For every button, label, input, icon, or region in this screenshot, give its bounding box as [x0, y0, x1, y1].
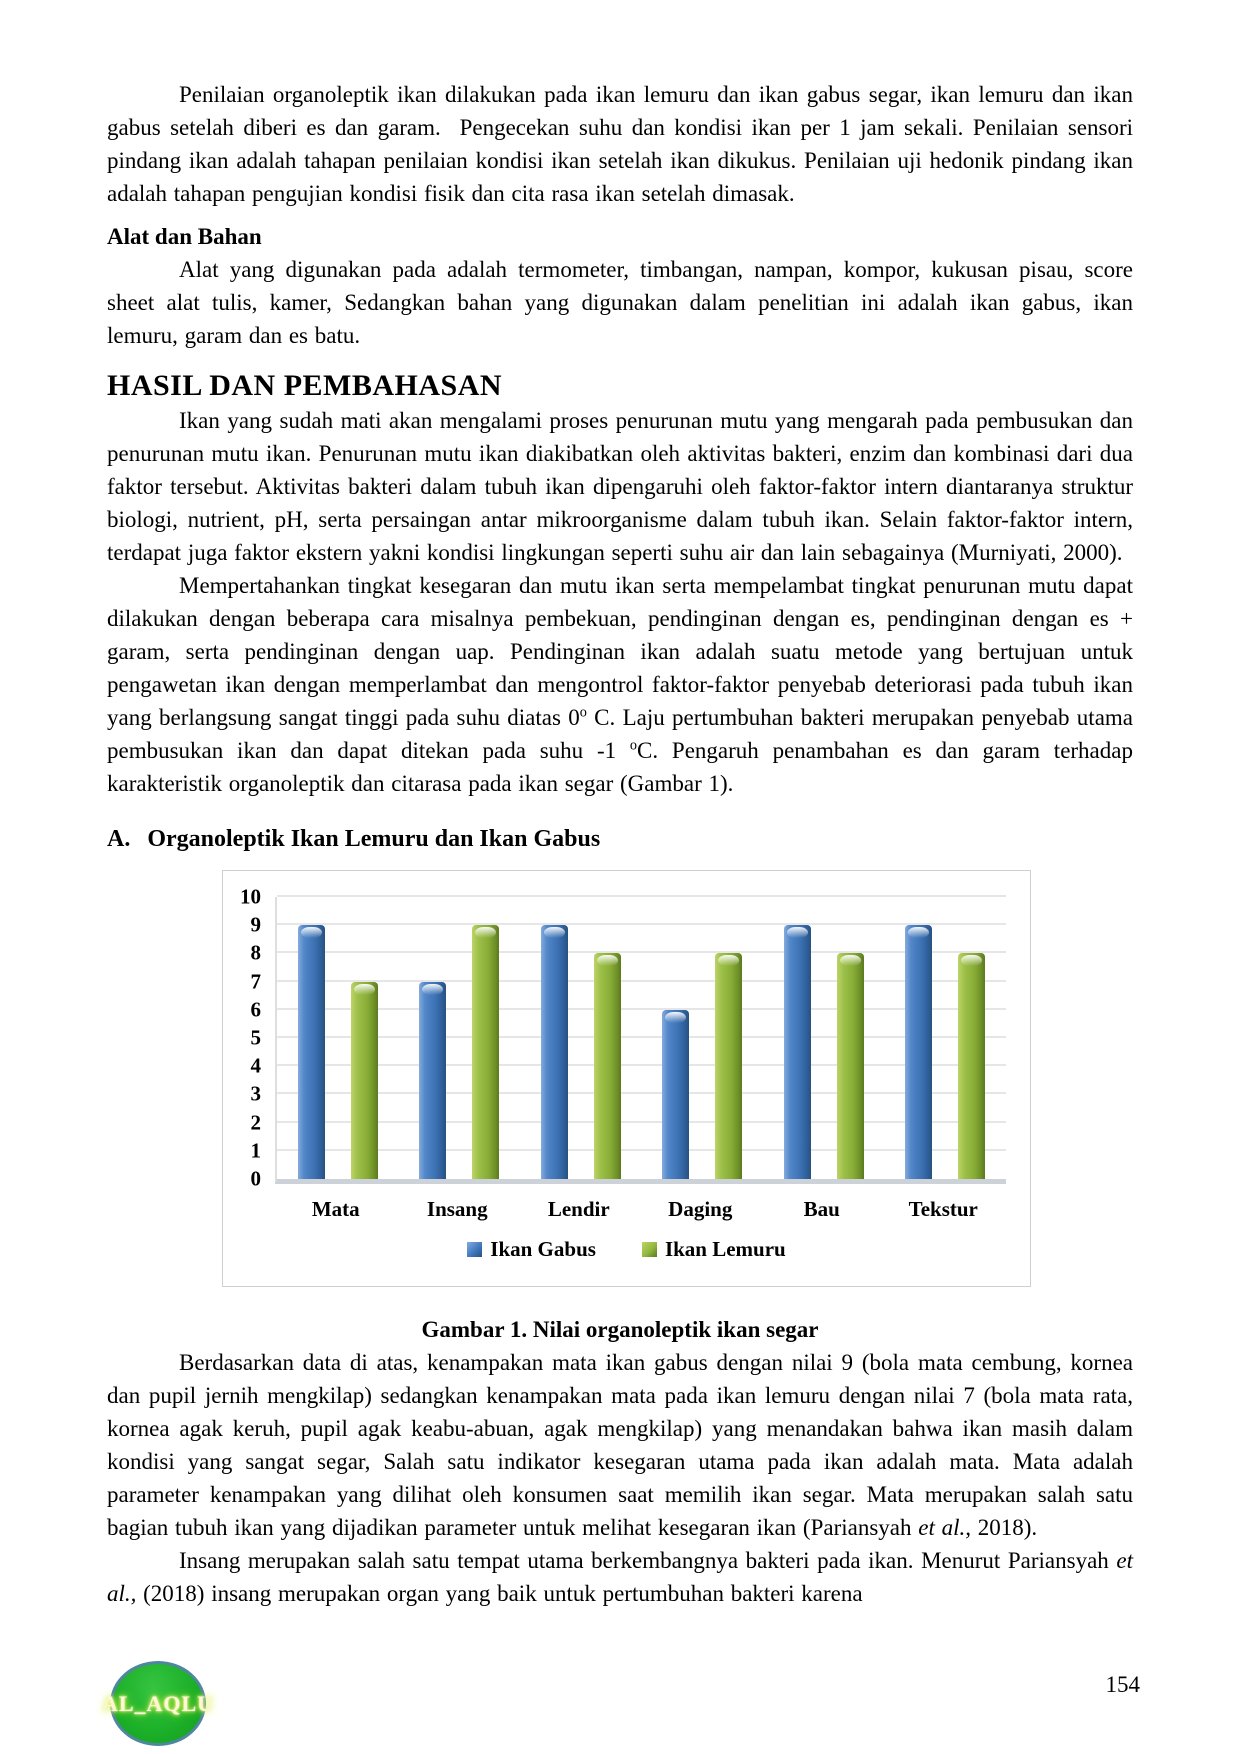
bar-chart: [222, 870, 1031, 1287]
y-tick-label-8: 8: [250, 940, 261, 965]
bar-ikan-lemuru-daging: [715, 953, 742, 1179]
section-heading-hasil-dan-pembahasan: HASIL DAN PEMBAHASAN: [107, 369, 503, 402]
legend-item-ikan-lemuru: [642, 1237, 786, 1262]
bar-group-insang: [399, 897, 521, 1179]
bar-ikan-lemuru-lendir: [594, 953, 621, 1179]
legend-swatch-ikan-lemuru: [642, 1242, 657, 1257]
y-tick-label-1: 1: [250, 1138, 261, 1163]
bar-ikan-gabus-lendir: [541, 925, 568, 1179]
paragraph-discussion-1: Berdasarkan data di atas, kenampakan mata ikan gabus dengan nilai 9 (bola mata cembung, kornea dan pupil jernih mengkilap) sedangkan kenampakan mata pada ikan lemuru dengan nilai 7 (bola mata rata, kornea agak keruh, pupil agak keabu-abuan, agak mengkilap) yang menandakan bahwa ikan masih dalam kondisi yang sangat segar, Salah satu indikator kesegaran utama pada ikan adalah mata. Mata adalah parameter kenampakan yang dilihat oleh konsumen saat memilih ikan segar. Mata merupakan salah satu bagian tubuh ikan yang dijadikan parameter untuk melihat kesegaran ikan (Pariansyah et al., 2018).: [107, 1350, 1133, 1540]
paragraph-hasil-1: Ikan yang sudah mati akan mengalami proses penurunan mutu yang mengarah pada pembusukan dan penurunan mutu ikan. Penurunan mutu ikan diakibatkan oleh aktivitas bakteri, enzim dan kombinasi dari dua faktor tersebut. Aktivitas bakteri dalam tubuh ikan dipengaruhi oleh faktor-faktor intern diantaranya struktur biologi, nutrient, pH, serta persaingan antar mikroorganisme dalam tubuh ikan. Selain faktor-faktor intern, terdapat juga faktor ekstern yakni kondisi lingkungan seperti suhu air dan lain sebagainya (Murniyati, 2000).: [107, 408, 1133, 565]
x-axis-label-daging: Daging: [668, 1197, 733, 1221]
bar-ikan-lemuru-mata: [351, 982, 378, 1179]
x-axis-label-lendir: Lendir: [547, 1197, 610, 1221]
y-tick-label-5: 5: [250, 1025, 261, 1050]
bar-group-daging: [642, 897, 764, 1179]
journal-logo: [101, 1661, 215, 1746]
y-tick-label-4: 4: [250, 1053, 261, 1078]
y-axis: [223, 884, 269, 1191]
bar-group-tekstur: [885, 897, 1007, 1179]
legend-swatch-ikan-gabus: [467, 1242, 482, 1257]
x-axis-label-tekstur: Tekstur: [908, 1197, 978, 1221]
page-content: [107, 78, 1133, 1610]
bar-group-bau: [763, 897, 885, 1179]
y-tick-label-2: 2: [250, 1110, 261, 1135]
figure-caption: Gambar 1. Nilai organoleptik ikan segar: [421, 1317, 819, 1342]
subsection-title: Organoleptik Ikan Lemuru dan Ikan Gabus: [147, 826, 601, 852]
x-axis-labels: [275, 1197, 1004, 1222]
y-tick-label-3: 3: [250, 1081, 261, 1106]
bar-ikan-lemuru-tekstur: [958, 953, 985, 1179]
bar-group-lendir: [520, 897, 642, 1179]
section-heading-alat-dan-bahan: Alat dan Bahan: [107, 224, 262, 249]
bar-ikan-gabus-bau: [784, 925, 811, 1179]
paragraph-hasil-2: Mempertahankan tingkat kesegaran dan mutu ikan serta mempelambat tingkat penurunan mutu dapat dilakukan dengan beberapa cara misalnya pembekuan, pendinginan dengan es, pendinginan dengan es + garam, serta pendinginan dengan uap. Pendinginan ikan adalah suatu metode yang bertujuan untuk pengawetan ikan dengan memperlambat dan mengontrol faktor-faktor penyebab deteriorasi pada tubuh ikan yang berlangsung sangat tinggi pada suhu diatas 0$^o$ C. Laju pertumbuhan bakteri merupakan penyebab utama pembusukan ikan dan dapat ditekan pada suhu -1 $^o$C. Pengaruh penambahan es dan garam terhadap karakteristik organoleptik dan citarasa pada ikan segar (Gambar 1).: [107, 573, 1133, 796]
bar-ikan-gabus-mata: [298, 925, 325, 1179]
subsection-heading-organoleptik: [107, 822, 1133, 856]
y-tick-label-7: 7: [250, 969, 261, 994]
y-tick-label-6: 6: [250, 997, 261, 1022]
page-number: 154: [1105, 1672, 1140, 1697]
bar-ikan-lemuru-bau: [837, 953, 864, 1179]
legend-label: Ikan Lemuru: [664, 1237, 786, 1261]
paragraph-alat-dan-bahan: Alat yang digunakan pada adalah termometer, timbangan, nampan, kompor, kukusan pisau, score sheet alat tulis, kamer, Sedangkan bahan yang digunakan dalam penelitian ini adalah ikan gabus, ikan lemuru, garam dan es batu.: [107, 257, 1133, 348]
bar-ikan-gabus-insang: [419, 982, 446, 1179]
plot-area: [275, 897, 1006, 1184]
bar-ikan-gabus-daging: [662, 1010, 689, 1179]
paragraph-discussion-2: Insang merupakan salah satu tempat utama berkembangnya bakteri pada ikan. Menurut Pariansyah et al., (2018) insang merupakan organ yang baik untuk pertumbuhan bakteri karena: [107, 1548, 1133, 1606]
paragraph-intro: Penilaian organoleptik ikan dilakukan pada ikan lemuru dan ikan gabus segar, ikan lemuru dan ikan gabus setelah diberi es dan garam. Pengecekan suhu dan kondisi ikan per 1 jam sekali. Penilaian sensori pindang ikan adalah tahapan penilaian kondisi ikan setelah ikan dikukus. Penilaian uji hedonik pindang ikan adalah tahapan pengujian kondisi fisik dan cita rasa ikan setelah dimasak.: [107, 82, 1133, 206]
bar-group-mata: [277, 897, 399, 1179]
journal-logo-text: AL_AQLU: [101, 1690, 215, 1716]
x-axis-label-mata: Mata: [311, 1197, 360, 1221]
y-tick-label-9: 9: [250, 912, 261, 937]
legend-label: Ikan Gabus: [490, 1237, 596, 1261]
chart-legend: [223, 1237, 1030, 1262]
bar-ikan-lemuru-insang: [472, 925, 499, 1179]
x-axis-label-insang: Insang: [426, 1197, 488, 1221]
y-tick-label-0: 0: [250, 1166, 261, 1191]
legend-item-ikan-gabus: [467, 1237, 596, 1262]
x-axis-label-bau: Bau: [803, 1197, 840, 1221]
subsection-letter: A.: [107, 826, 131, 852]
y-tick-label-10: 10: [240, 884, 261, 909]
bar-ikan-gabus-tekstur: [905, 925, 932, 1179]
